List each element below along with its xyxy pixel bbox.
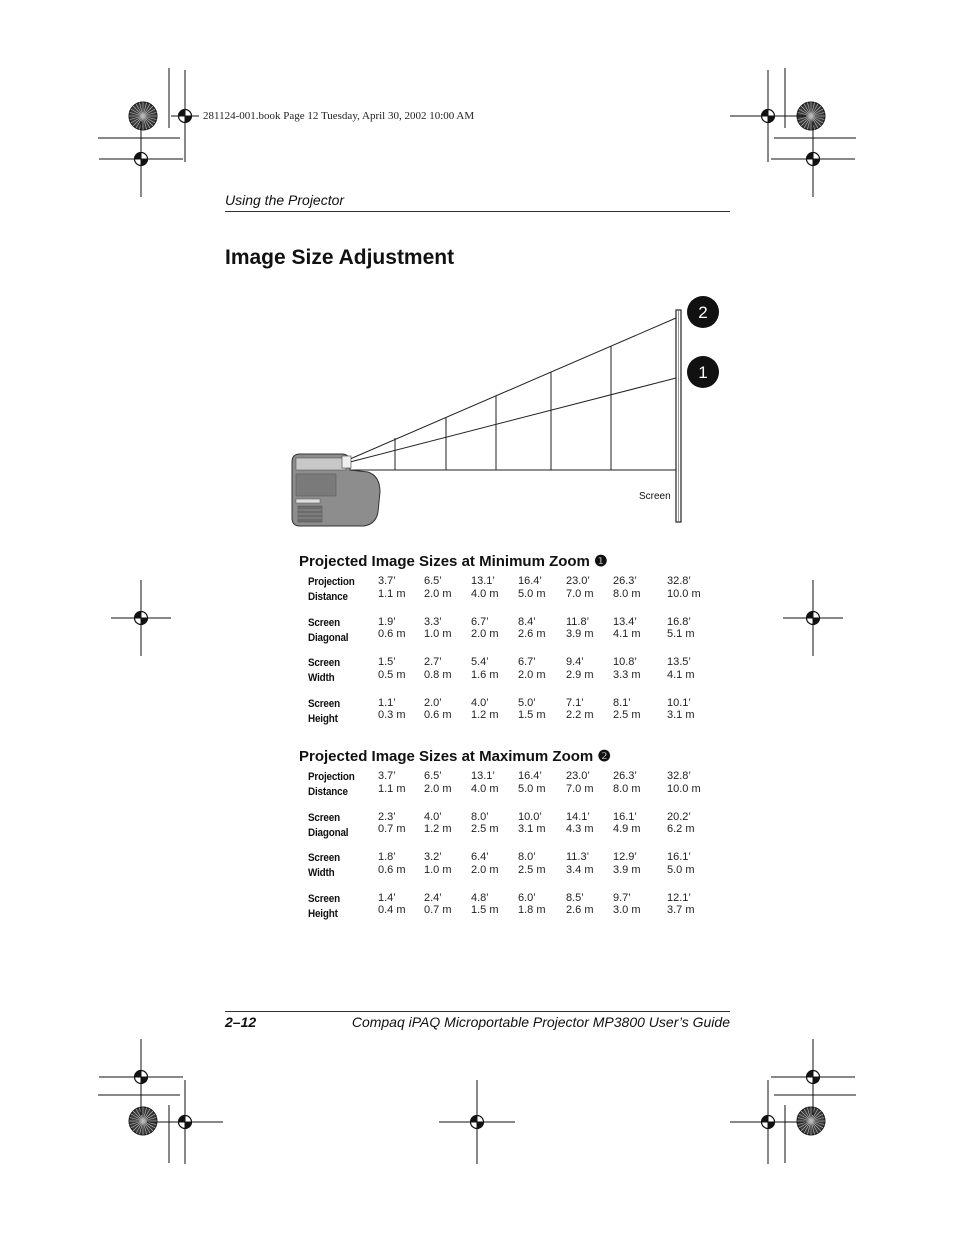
row-label: Screen Diagonal bbox=[308, 616, 349, 644]
table-cell: 1.4’ 0.4 m bbox=[378, 891, 406, 916]
row-label: Screen Diagonal bbox=[308, 811, 349, 839]
callout-1-icon bbox=[687, 356, 719, 388]
row-label: Screen Height bbox=[308, 892, 340, 920]
callout-2-label: 2 bbox=[698, 303, 708, 322]
table-cell: 4.0’ 1.2 m bbox=[424, 810, 452, 835]
min-zoom-title: Projected Image Sizes at Minimum Zoom ❶ bbox=[299, 553, 608, 570]
table-cell: 1.8’ 0.6 m bbox=[378, 851, 406, 876]
table-cell: 23.0’ 7.0 m bbox=[566, 770, 594, 795]
table-cell: 12.9’ 3.9 m bbox=[613, 851, 641, 876]
table-cell: 6.7’ 2.0 m bbox=[471, 615, 499, 640]
screen-panel bbox=[676, 310, 681, 522]
table-cell: 12.1’ 3.7 m bbox=[667, 891, 695, 916]
row-label: Screen Height bbox=[308, 697, 340, 725]
running-header: Using the Projector bbox=[225, 192, 345, 208]
table-cell: 16.4’ 5.0 m bbox=[518, 770, 546, 795]
table-cell: 32.8’ 10.0 m bbox=[667, 770, 701, 795]
table-cell: 32.8’ 10.0 m bbox=[667, 575, 701, 600]
row-label: Projection Distance bbox=[308, 771, 355, 798]
projection-lines bbox=[350, 318, 676, 470]
table-cell: 2.7’ 0.8 m bbox=[424, 656, 452, 681]
table-cell: 6.0’ 1.8 m bbox=[518, 891, 546, 916]
marker-1-icon: ❶ bbox=[594, 553, 608, 570]
table-cell: 1.9’ 0.6 m bbox=[378, 615, 406, 640]
table-cell: 10.8’ 3.3 m bbox=[613, 656, 641, 681]
row-label: Screen Width bbox=[308, 852, 340, 879]
callout-2-icon bbox=[687, 296, 719, 328]
page-title: Image Size Adjustment bbox=[225, 246, 455, 269]
book-print-line: 281124-001.book Page 12 Tuesday, April 30, 2002 10:00 AM bbox=[203, 110, 475, 122]
table-cell: 16.1’ 5.0 m bbox=[667, 851, 695, 876]
table-cell: 6.7’ 2.0 m bbox=[518, 656, 546, 681]
table-cell: 11.3’ 3.4 m bbox=[566, 851, 594, 876]
table-cell: 9.4’ 2.9 m bbox=[566, 656, 594, 681]
table-cell: 8.5’ 2.6 m bbox=[566, 891, 594, 916]
table-cell: 8.4’ 2.6 m bbox=[518, 615, 546, 640]
table-cell: 10.0’ 3.1 m bbox=[518, 810, 546, 835]
marker-2-icon: ❷ bbox=[597, 748, 611, 765]
footer-rule bbox=[225, 1011, 730, 1012]
table-cell: 13.1’ 4.0 m bbox=[471, 770, 499, 795]
screen-label: Screen bbox=[639, 491, 671, 502]
page-number: 2–12 bbox=[225, 1014, 257, 1030]
table-cell: 6.5’ 2.0 m bbox=[424, 575, 452, 600]
table-cell: 3.7’ 1.1 m bbox=[378, 575, 406, 600]
table-cell: 2.3’ 0.7 m bbox=[378, 810, 406, 835]
table-cell: 5.4’ 1.6 m bbox=[471, 656, 499, 681]
table-cell: 16.4’ 5.0 m bbox=[518, 575, 546, 600]
table-cell: 3.2’ 1.0 m bbox=[424, 851, 452, 876]
table-cell: 3.7’ 1.1 m bbox=[378, 770, 406, 795]
table-cell: 26.3’ 8.0 m bbox=[613, 770, 641, 795]
table-cell: 6.5’ 2.0 m bbox=[424, 770, 452, 795]
table-cell: 4.0’ 1.2 m bbox=[471, 696, 499, 721]
table-cell: 1.1’ 0.3 m bbox=[378, 696, 406, 721]
table-cell: 13.5’ 4.1 m bbox=[667, 656, 695, 681]
table-cell: 2.4’ 0.7 m bbox=[424, 891, 452, 916]
table-cell: 14.1’ 4.3 m bbox=[566, 810, 594, 835]
table-cell: 23.0’ 7.0 m bbox=[566, 575, 594, 600]
table-cell: 20.2’ 6.2 m bbox=[667, 810, 695, 835]
table-cell: 16.1’ 4.9 m bbox=[613, 810, 641, 835]
projector-illustration bbox=[292, 454, 380, 526]
table-cell: 7.1’ 2.2 m bbox=[566, 696, 594, 721]
table-cell: 13.1’ 4.0 m bbox=[471, 575, 499, 600]
table-cell: 8.0’ 2.5 m bbox=[471, 810, 499, 835]
callout-1-label: 1 bbox=[698, 363, 708, 382]
table-cell: 6.4’ 2.0 m bbox=[471, 851, 499, 876]
row-label: Projection Distance bbox=[308, 576, 355, 603]
table-cell: 8.1’ 2.5 m bbox=[613, 696, 641, 721]
table-cell: 3.3’ 1.0 m bbox=[424, 615, 452, 640]
row-label: Screen Width bbox=[308, 657, 340, 684]
table-cell: 4.8’ 1.5 m bbox=[471, 891, 499, 916]
table-cell: 1.5’ 0.5 m bbox=[378, 656, 406, 681]
table-cell: 11.8’ 3.9 m bbox=[566, 615, 594, 640]
table-cell: 13.4’ 4.1 m bbox=[613, 615, 641, 640]
table-cell: 8.0’ 2.5 m bbox=[518, 851, 546, 876]
table-cell: 16.8’ 5.1 m bbox=[667, 615, 695, 640]
guide-title: Compaq iPAQ Microportable Projector MP3800 User’s Guide bbox=[351, 1014, 730, 1030]
table-cell: 5.0’ 1.5 m bbox=[518, 696, 546, 721]
max-zoom-title: Projected Image Sizes at Maximum Zoom ❷ bbox=[299, 748, 611, 765]
table-cell: 2.0’ 0.6 m bbox=[424, 696, 452, 721]
table-cell: 9.7’ 3.0 m bbox=[613, 891, 641, 916]
table-cell: 10.1’ 3.1 m bbox=[667, 696, 695, 721]
table-cell: 26.3’ 8.0 m bbox=[613, 575, 641, 600]
